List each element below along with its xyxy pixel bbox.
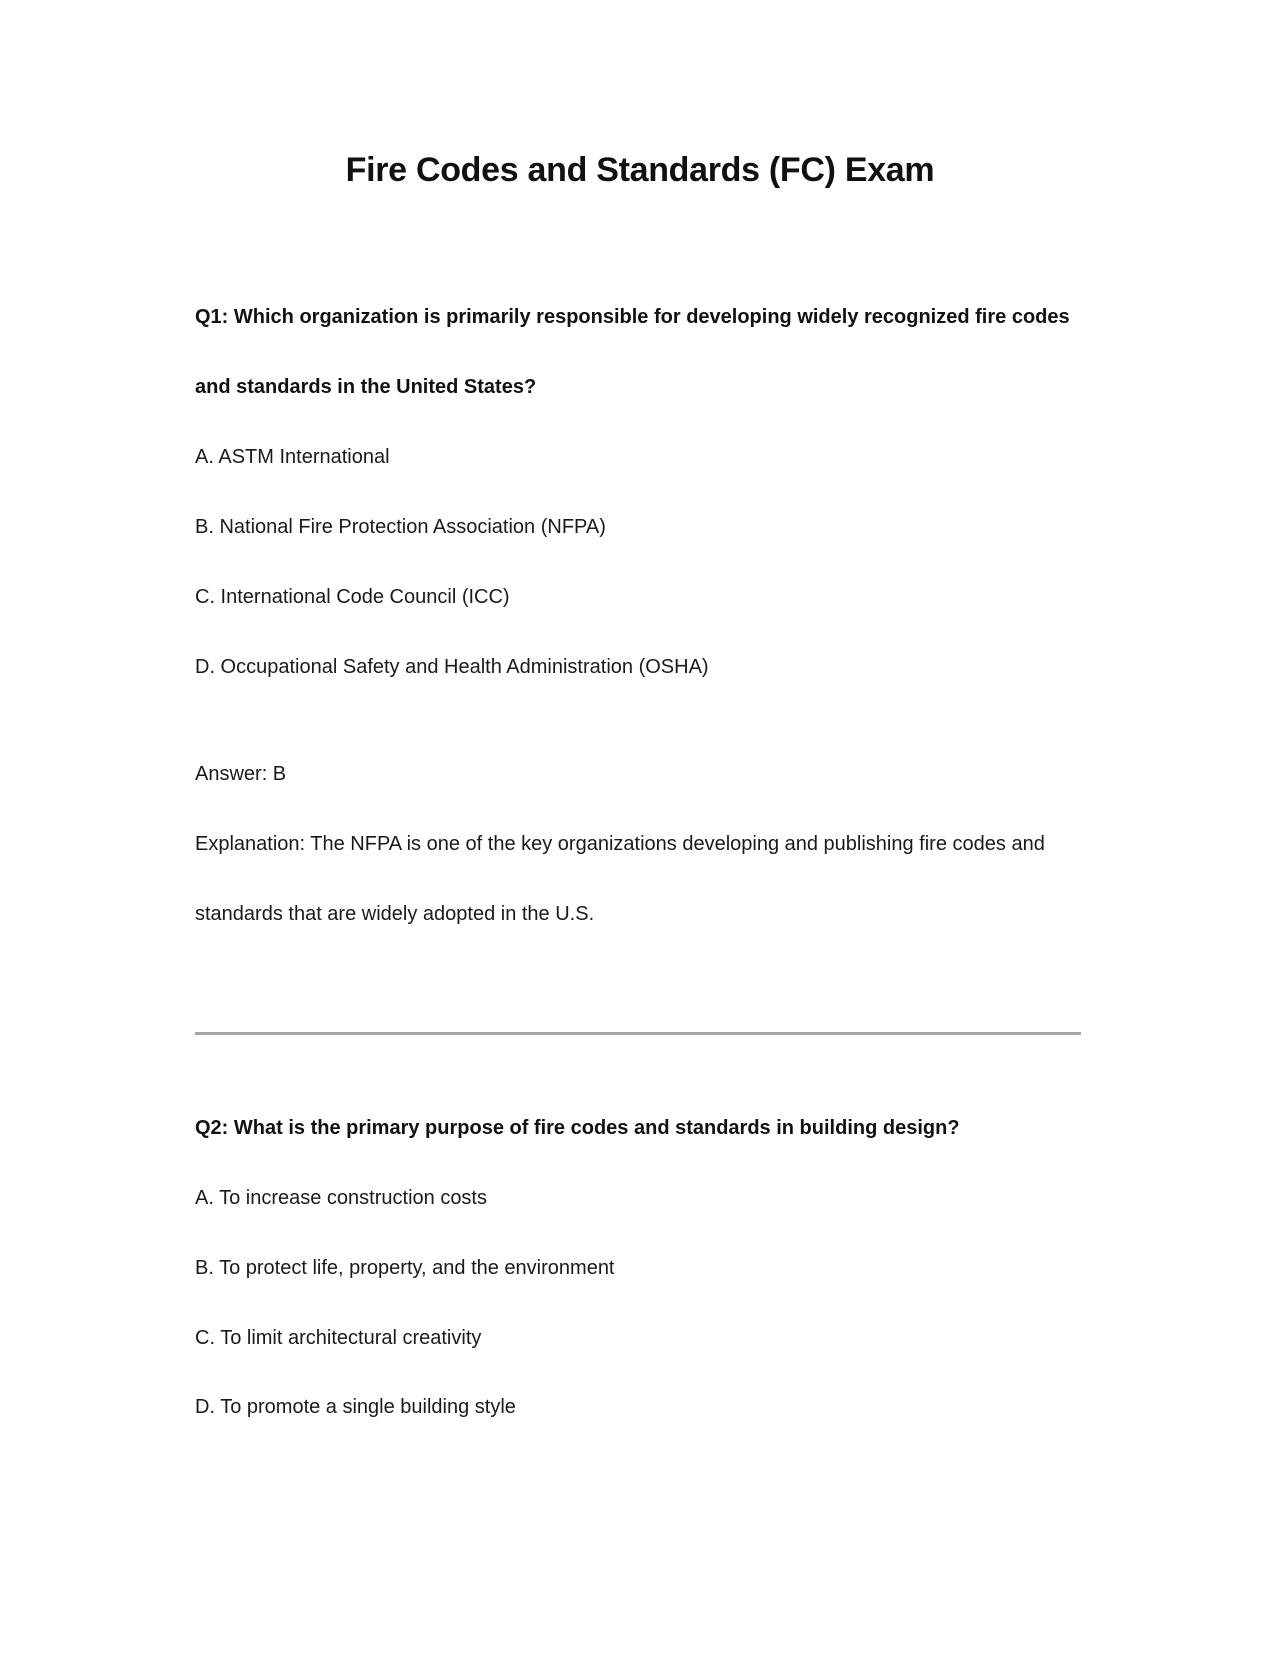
page-title: Fire Codes and Standards (FC) Exam <box>345 151 935 189</box>
question-1-explanation-line-2: standards that are widely adopted in the U.S. <box>195 903 595 925</box>
question-2-option-b: B. To protect life, property, and the environment <box>195 1257 615 1279</box>
question-1-answer: Answer: B <box>195 763 287 785</box>
question-1-option-a: A. ASTM International <box>195 446 390 468</box>
question-2-option-a: A. To increase construction costs <box>195 1187 487 1209</box>
question-1-option-b: B. National Fire Protection Association (NFPA) <box>195 516 606 538</box>
question-2-option-c: C. To limit architectural creativity <box>195 1327 482 1349</box>
question-1-option-d: D. Occupational Safety and Health Administration (OSHA) <box>195 656 709 678</box>
question-1-text-line-1: Q1: Which organization is primarily responsible for developing widely recognized fire codes <box>195 306 1070 328</box>
question-1-explanation-line-1: Explanation: The NFPA is one of the key organizations developing and publishing fire codes and <box>195 833 1045 855</box>
question-1-text-line-2: and standards in the United States? <box>195 376 537 398</box>
question-divider <box>195 1032 1081 1035</box>
question-1-option-c: C. International Code Council (ICC) <box>195 586 510 608</box>
question-2-option-d: D. To promote a single building style <box>195 1396 516 1418</box>
question-2-text: Q2: What is the primary purpose of fire codes and standards in building design? <box>195 1117 960 1139</box>
